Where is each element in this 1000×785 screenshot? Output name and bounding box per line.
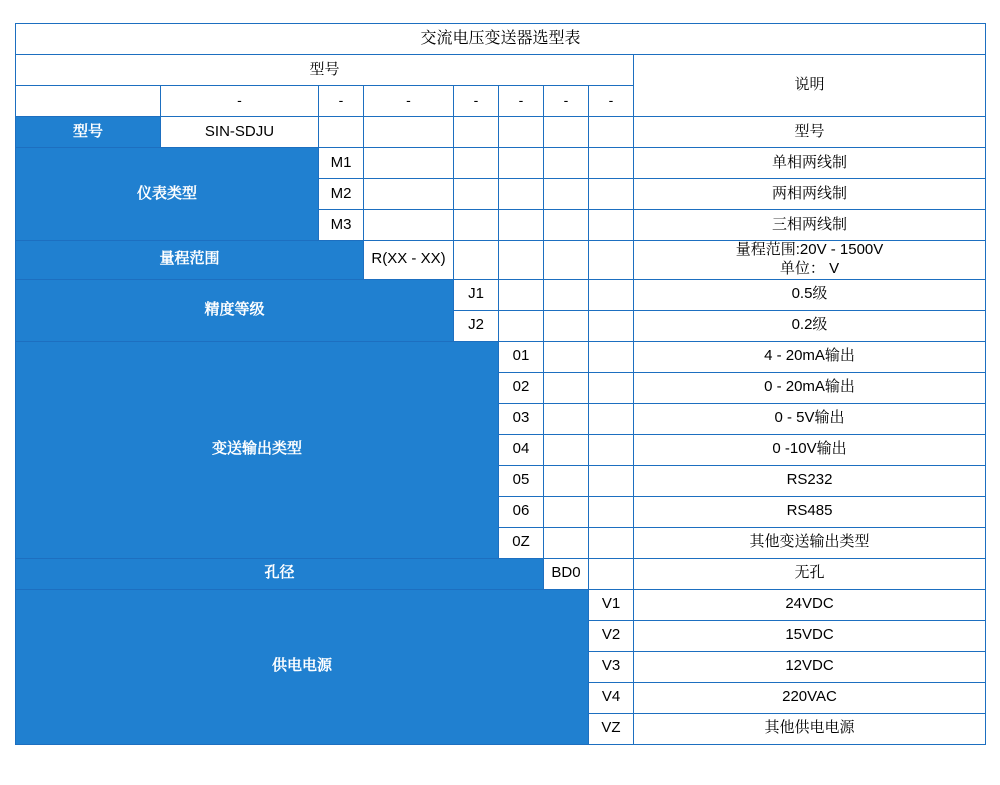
spacer-cell: [364, 179, 454, 210]
desc-cell: [634, 241, 986, 280]
spacer-cell: [499, 148, 544, 179]
spacer-cell: [589, 241, 634, 280]
desc-line-2: 单位： V: [779, 259, 840, 277]
spacer-cell: [454, 148, 499, 179]
code-cell: J1: [454, 279, 499, 310]
spacer-cell: [544, 341, 589, 372]
spacer-cell: [499, 310, 544, 341]
code-cell: SIN-SDJU: [161, 117, 319, 148]
spacer-cell: [589, 372, 634, 403]
spacer-cell: [364, 148, 454, 179]
code-cell: 03: [499, 403, 544, 434]
dash-cell-6: -: [544, 86, 589, 117]
table-header-row: [16, 55, 986, 86]
dash-cell-2: -: [319, 86, 364, 117]
spacer-cell: [589, 527, 634, 558]
code-cell: M3: [319, 210, 364, 241]
spacer-cell: [364, 210, 454, 241]
group-label-range: 量程范围: [16, 241, 364, 280]
desc-cell: 其他变送输出类型: [634, 527, 986, 558]
spacer-cell: [589, 279, 634, 310]
spacer-cell: [499, 179, 544, 210]
table-row: [16, 341, 986, 372]
spacer-cell: [544, 241, 589, 280]
spacer-cell: [544, 403, 589, 434]
desc-cell: 0 -10V输出: [634, 434, 986, 465]
code-cell: R(XX - XX): [364, 241, 454, 280]
spacer-cell: [544, 527, 589, 558]
table-row: [16, 589, 986, 620]
spacer-cell: [544, 372, 589, 403]
desc-cell: 型号: [634, 117, 986, 148]
spacer-cell: [589, 210, 634, 241]
model-header: 型号: [16, 55, 634, 86]
spacer-cell: [499, 241, 544, 280]
desc-cell: 单相两线制: [634, 148, 986, 179]
code-cell: 06: [499, 496, 544, 527]
spacer-cell: [589, 434, 634, 465]
table-row: [16, 117, 986, 148]
spacer-cell: [364, 117, 454, 148]
code-cell: J2: [454, 310, 499, 341]
code-cell: V2: [589, 620, 634, 651]
desc-cell: 4 - 20mA输出: [634, 341, 986, 372]
spacer-cell: [499, 210, 544, 241]
dash-cell-4: -: [454, 86, 499, 117]
group-label-instrument-type: 仪表类型: [16, 148, 319, 241]
dash-cell-1: -: [161, 86, 319, 117]
code-cell: M2: [319, 179, 364, 210]
desc-cell: 0.5级: [634, 279, 986, 310]
spacer-cell: [544, 496, 589, 527]
group-label-power-supply: 供电电源: [16, 589, 589, 744]
desc-cell: 12VDC: [634, 651, 986, 682]
desc-header: 说明: [634, 55, 986, 117]
desc-cell: 220VAC: [634, 682, 986, 713]
spacer-cell: [499, 117, 544, 148]
code-cell: 05: [499, 465, 544, 496]
page-title: 交流电压变送器选型表: [16, 24, 986, 55]
code-cell: 02: [499, 372, 544, 403]
dash-cell-0: [16, 86, 161, 117]
spacer-cell: [544, 434, 589, 465]
desc-cell: 15VDC: [634, 620, 986, 651]
desc-cell: RS232: [634, 465, 986, 496]
table-row: [16, 241, 986, 280]
spacer-cell: [454, 241, 499, 280]
dash-cell-7: -: [589, 86, 634, 117]
spacer-cell: [589, 496, 634, 527]
spacer-cell: [589, 310, 634, 341]
group-label-accuracy: 精度等级: [16, 279, 454, 341]
spacer-cell: [589, 403, 634, 434]
dash-cell-5: -: [499, 86, 544, 117]
spacer-cell: [589, 117, 634, 148]
desc-cell: 0 - 20mA输出: [634, 372, 986, 403]
spacer-cell: [544, 210, 589, 241]
code-cell: V3: [589, 651, 634, 682]
code-cell: M1: [319, 148, 364, 179]
spacer-cell: [589, 558, 634, 589]
table-row: [16, 148, 986, 179]
desc-cell: 24VDC: [634, 589, 986, 620]
desc-cell: 0 - 5V输出: [634, 403, 986, 434]
selection-table: [15, 23, 986, 745]
spacer-cell: [544, 465, 589, 496]
selection-table-body: [16, 24, 986, 745]
spacer-cell: [589, 465, 634, 496]
spacer-cell: [544, 179, 589, 210]
spacer-cell: [319, 117, 364, 148]
spacer-cell: [589, 179, 634, 210]
spacer-cell: [454, 210, 499, 241]
code-cell: V4: [589, 682, 634, 713]
dash-cell-3: -: [364, 86, 454, 117]
code-cell: BD0: [544, 558, 589, 589]
code-cell: 04: [499, 434, 544, 465]
desc-cell: 两相两线制: [634, 179, 986, 210]
table-row: [16, 558, 986, 589]
spacer-cell: [454, 117, 499, 148]
code-cell: 01: [499, 341, 544, 372]
group-label-output-type: 变送输出类型: [16, 341, 499, 558]
spacer-cell: [544, 310, 589, 341]
table-title-row: [16, 24, 986, 55]
spacer-cell: [454, 179, 499, 210]
code-cell: 0Z: [499, 527, 544, 558]
spacer-cell: [589, 148, 634, 179]
desc-line-1: 量程范围:20V - 1500V: [735, 241, 884, 258]
spacer-cell: [589, 341, 634, 372]
desc-cell: 无孔: [634, 558, 986, 589]
spacer-cell: [499, 279, 544, 310]
spacer-cell: [544, 148, 589, 179]
code-cell: VZ: [589, 713, 634, 744]
group-label-model: 型号: [16, 117, 161, 148]
spacer-cell: [544, 117, 589, 148]
spacer-cell: [544, 279, 589, 310]
desc-cell: RS485: [634, 496, 986, 527]
code-cell: V1: [589, 589, 634, 620]
desc-cell: 0.2级: [634, 310, 986, 341]
group-label-aperture: 孔径: [16, 558, 544, 589]
desc-cell: 其他供电电源: [634, 713, 986, 744]
desc-cell: 三相两线制: [634, 210, 986, 241]
table-row: [16, 279, 986, 310]
